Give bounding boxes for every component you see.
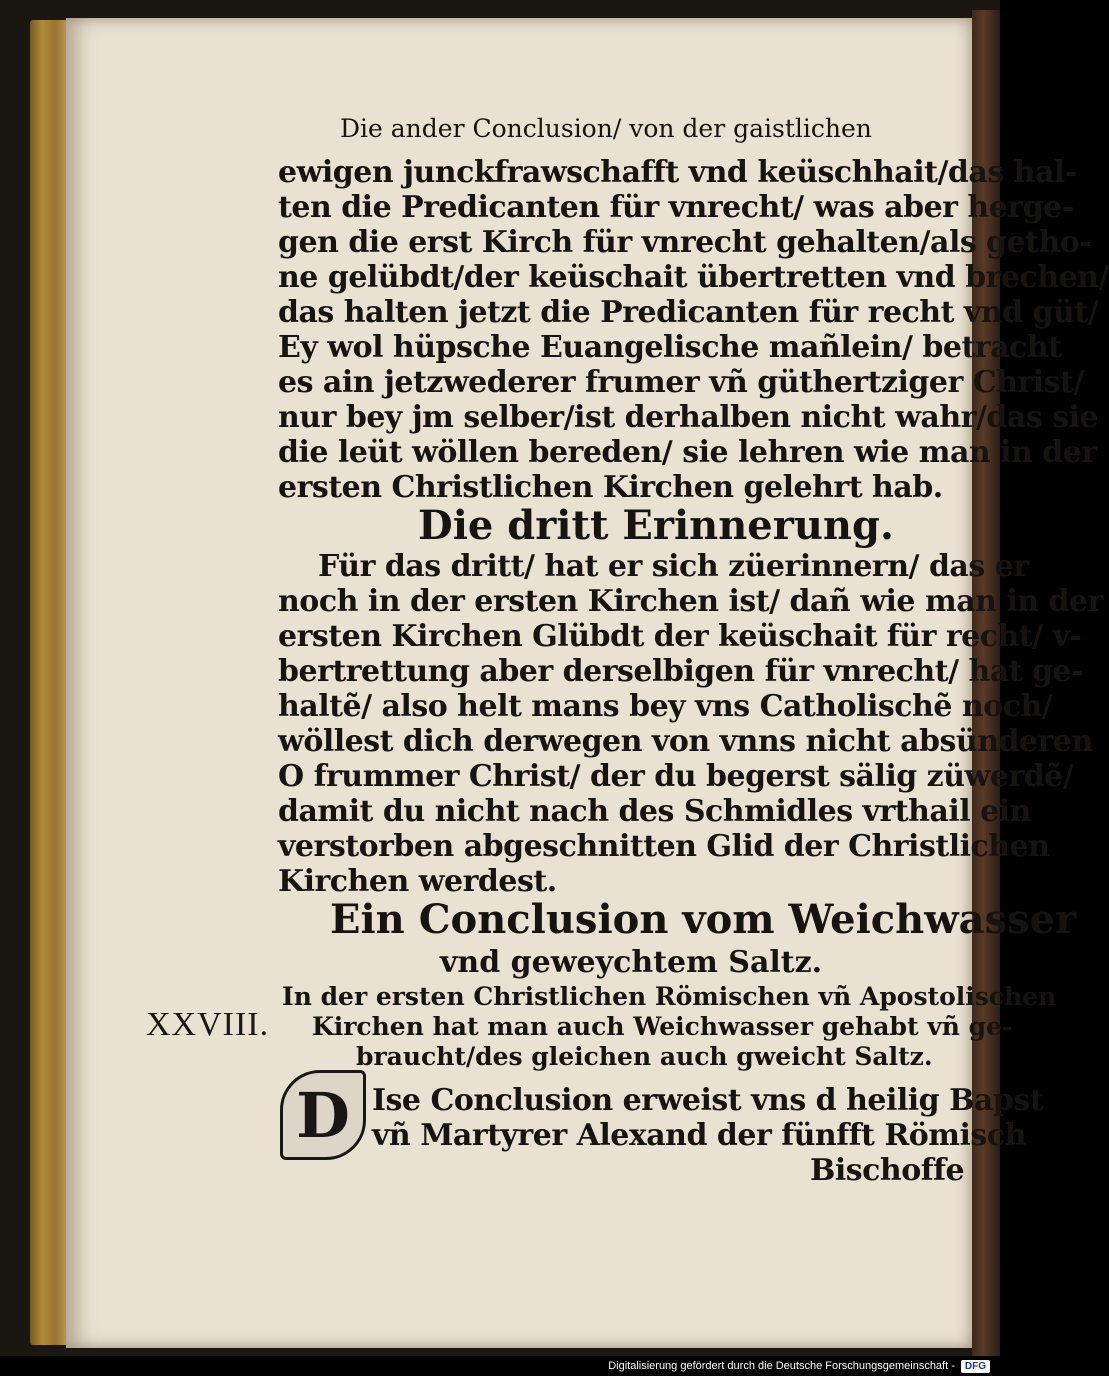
body-line: die leüt wöllen bereden/ sie lehren wie man in der xyxy=(278,435,1097,470)
body-line: noch in der ersten Kirchen ist/ dañ wie man in der xyxy=(278,584,1103,619)
body-line: Ey wol hüpsche Euangelische mañlein/ betracht xyxy=(278,330,1062,365)
body-line: ewigen junckfrawschafft vnd keüschhait/das hal- xyxy=(278,155,1077,190)
body-line: verstorben abgeschnitten Glid der Christlichen xyxy=(278,829,1050,864)
conclusion-subheading: vnd geweychtem Saltz. xyxy=(440,945,823,980)
body-line: O frummer Christ/ der du begerst sälig züwerdẽ/ xyxy=(278,759,1074,794)
body-line: damit du nicht nach des Schmidles vrthail ein xyxy=(278,794,1031,829)
funding-notice: Digitalisierung gefördert durch die Deutsche Forschungsgemeinschaft - xyxy=(608,1360,955,1372)
running-head: Die ander Conclusion/ von der gaistlichen xyxy=(340,114,872,143)
section-heading: Die dritt Erinnerung. xyxy=(418,502,894,549)
footer-bar xyxy=(0,1356,1000,1376)
body-line: ersten Kirchen Glübdt der keüschait für recht/ v- xyxy=(278,619,1082,654)
conclusion-number: XXVIII. xyxy=(146,1006,270,1043)
conclusion-line: In der ersten Christlichen Römischen vñ Apostolischen xyxy=(282,982,1057,1011)
body-line: ersten Christlichen Kirchen gelehrt hab. xyxy=(278,470,943,505)
body-line: haltẽ/ also helt mans bey vns Catholischẽ noch/ xyxy=(278,689,1053,724)
body-line: ten die Predicanten für vnrecht/ was aber herge- xyxy=(278,190,1074,225)
body-line: Ise Conclusion erweist vns d heilig Bapst xyxy=(372,1083,1044,1118)
conclusion-line: Kirchen hat man auch Weichwasser gehabt vñ ge- xyxy=(312,1012,1013,1041)
catchword: Bischoffe xyxy=(810,1153,965,1188)
body-line: wöllest dich derwegen von vnns nicht absünderen xyxy=(278,724,1093,759)
body-line: bertrettung aber derselbigen für vnrecht/ hat ge- xyxy=(278,654,1084,689)
dfg-logo: DFG xyxy=(961,1360,990,1373)
body-line: das halten jetzt die Predicanten für recht vnd güt/ xyxy=(278,295,1099,330)
conclusion-line: braucht/des gleichen auch gweicht Saltz. xyxy=(356,1042,933,1071)
body-line: ne gelübdt/der keüschait übertretten vnd brechen/ xyxy=(278,260,1109,295)
body-line: gen die erst Kirch für vnrecht gehalten/als getho- xyxy=(278,225,1092,260)
body-line: nur bey jm selber/ist derhalben nicht wahr/das sie xyxy=(278,400,1099,435)
body-line: Kirchen werdest. xyxy=(278,864,557,899)
decorated-initial: D xyxy=(280,1070,366,1160)
body-line: Für das dritt/ hat er sich züerinnern/ das er xyxy=(318,549,1029,584)
body-line: es ain jetzwederer frumer vñ güthertziger Christ/ xyxy=(278,365,1084,400)
conclusion-heading: Ein Conclusion vom Weichwasser xyxy=(330,896,1077,943)
body-line: vñ Martyrer Alexand der fünfft Römisch xyxy=(372,1118,1026,1153)
